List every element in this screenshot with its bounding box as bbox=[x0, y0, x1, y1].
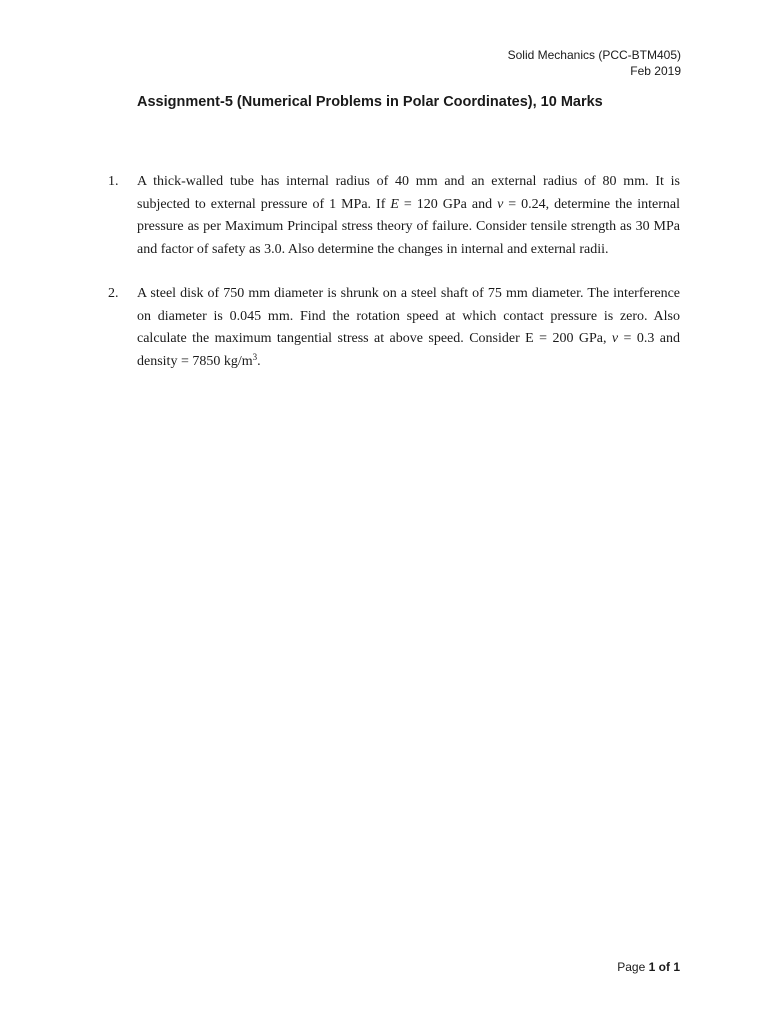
poisson-ratio-symbol: ν bbox=[497, 196, 504, 212]
assignment-title: Assignment-5 (Numerical Problems in Polar Coordinates), 10 Marks bbox=[137, 94, 603, 110]
of-label: of bbox=[658, 960, 670, 974]
course-name: Solid Mechanics (PCC-BTM405) bbox=[507, 48, 681, 62]
question-text bbox=[137, 171, 680, 261]
question-text bbox=[137, 283, 680, 373]
question-text-segment: = 0.24, determine the internal pressure as per Maximum Principal stress theory of failure. Consider tensile strength as 30 MPa and factor of safety as 3.0. Also determine the changes in internal and external radii. bbox=[137, 196, 680, 257]
question-list bbox=[108, 171, 680, 395]
question-text-segment: A thick-walled tube has internal radius of 40 mm and an external radius of 80 mm. It is subjected to external pressure of 1 MPa. If bbox=[137, 174, 680, 212]
page-total: 1 bbox=[673, 960, 680, 974]
page-label: Page bbox=[617, 960, 646, 974]
question-item bbox=[108, 283, 680, 373]
question-text-segment: = 0.3 and density = 7850 kg/m bbox=[137, 331, 680, 369]
question-text-segment: = 120 GPa and bbox=[398, 196, 498, 212]
youngs-modulus-symbol: E bbox=[390, 196, 399, 212]
page-footer bbox=[617, 960, 680, 974]
question-item bbox=[108, 171, 680, 261]
document-date: Feb 2019 bbox=[630, 64, 681, 78]
exponent-superscript: 3 bbox=[252, 351, 258, 362]
question-text-segment: . bbox=[257, 353, 261, 369]
page-number: 1 bbox=[648, 960, 656, 974]
question-number: 2. bbox=[108, 286, 119, 301]
document-header bbox=[508, 47, 681, 79]
question-number: 1. bbox=[108, 174, 119, 189]
question-text-segment: A steel disk of 750 mm diameter is shrunk on a steel shaft of 75 mm diameter. The interference on diameter is 0.045 mm. Find the rotation speed at which contact pressure is zero. Also calculate the maximum tangential stress at above speed. Consider E = 200 GPa, bbox=[137, 286, 680, 346]
poisson-ratio-symbol: ν bbox=[611, 331, 619, 346]
